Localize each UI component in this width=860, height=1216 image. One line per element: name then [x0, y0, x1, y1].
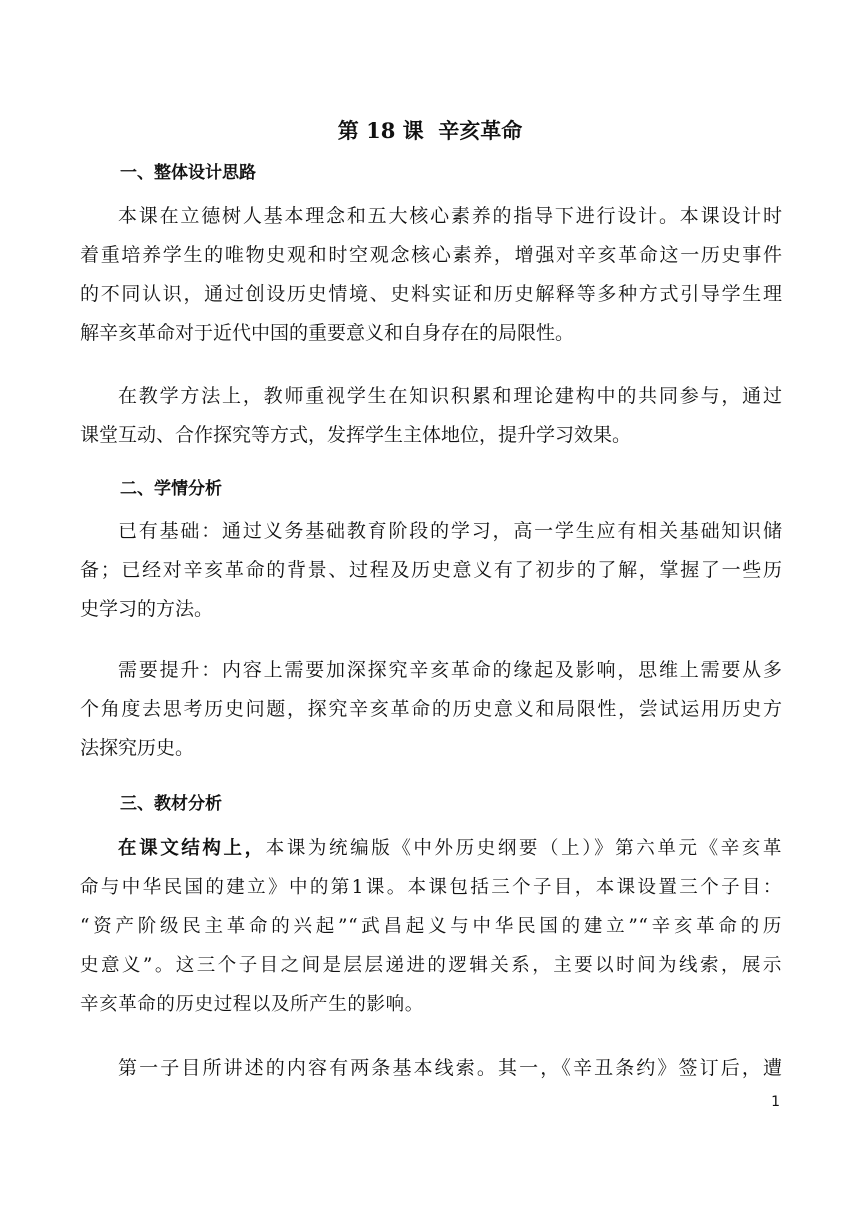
text-line: 需要提升：内容上需要加深探究辛亥革命的缘起及影响，思维上需要从多 [118, 659, 782, 681]
text-line: 备；已经对辛亥革命的背景、过程及历史意义有了初步的了解，掌握了一些历 [80, 559, 782, 581]
paragraph-existing-foundation [80, 512, 782, 629]
section-heading-student-analysis: 二、学情分析 [120, 479, 222, 499]
text-line: 课堂互动、合作探究等方式，发挥学生主体地位，提升学习效果。 [80, 424, 632, 446]
text-line [80, 829, 782, 868]
text-line: 命与中华民国的建立》中的第1课。本课包括三个子目，本课设置三个子目： [80, 877, 782, 898]
page-number: 1 [771, 1094, 780, 1110]
paragraph-teaching-method [80, 377, 782, 455]
section-heading-design: 一、整体设计思路 [120, 163, 256, 183]
text-line: “资产阶级民主革命的兴起”“武昌起义与中华民国的建立”“辛亥革命的历 [80, 916, 782, 937]
text-line: 第一子目所讲述的内容有两条基本线索。其一，《辛丑条约》签订后，遭 [118, 1057, 782, 1079]
text-line: 个角度去思考历史问题，探究辛亥革命的历史意义和局限性，尝试运用历史方 [80, 698, 782, 720]
section-heading-textbook-analysis: 三、教材分析 [120, 794, 222, 814]
text-line: 辛亥革命的历史过程以及所产生的影响。 [80, 994, 424, 1015]
text-line: 的不同认识，通过创设历史情境、史料实证和历史解释等多种方式引导学生理 [80, 283, 782, 305]
paragraph-first-subsection [80, 1049, 782, 1088]
paragraph-improvement-needs [80, 651, 782, 768]
page-title: 第 18 课 辛亥革命 [337, 118, 523, 143]
text-segment: 本课为统编版《中外历史纲要（上）》第六单元《辛亥革 [265, 838, 782, 859]
bold-lead-text: 在课文结构上， [118, 838, 266, 859]
text-line: 已有基础：通过义务基础教育阶段的学习，高一学生应有相关基础知识储 [118, 520, 782, 542]
text-line: 史学习的方法。 [80, 598, 214, 620]
paragraph-design-intro [80, 197, 782, 353]
text-line: 着重培养学生的唯物史观和时空观念核心素养，增强对辛亥革命这一历史事件 [80, 244, 782, 266]
text-line: 解辛亥革命对于近代中国的重要意义和自身存在的局限性。 [80, 322, 575, 344]
text-line: 在教学方法上，教师重视学生在知识积累和理论建构中的共同参与，通过 [118, 385, 782, 407]
paragraph-textbook-structure [80, 829, 782, 1024]
text-line: 本课在立德树人基本理念和五大核心素养的指导下进行设计。本课设计时 [118, 205, 782, 227]
text-line: 法探究历史。 [80, 737, 195, 759]
text-line: 史意义”。这三个子目之间是层层递进的逻辑关系，主要以时间为线索，展示 [80, 955, 782, 976]
